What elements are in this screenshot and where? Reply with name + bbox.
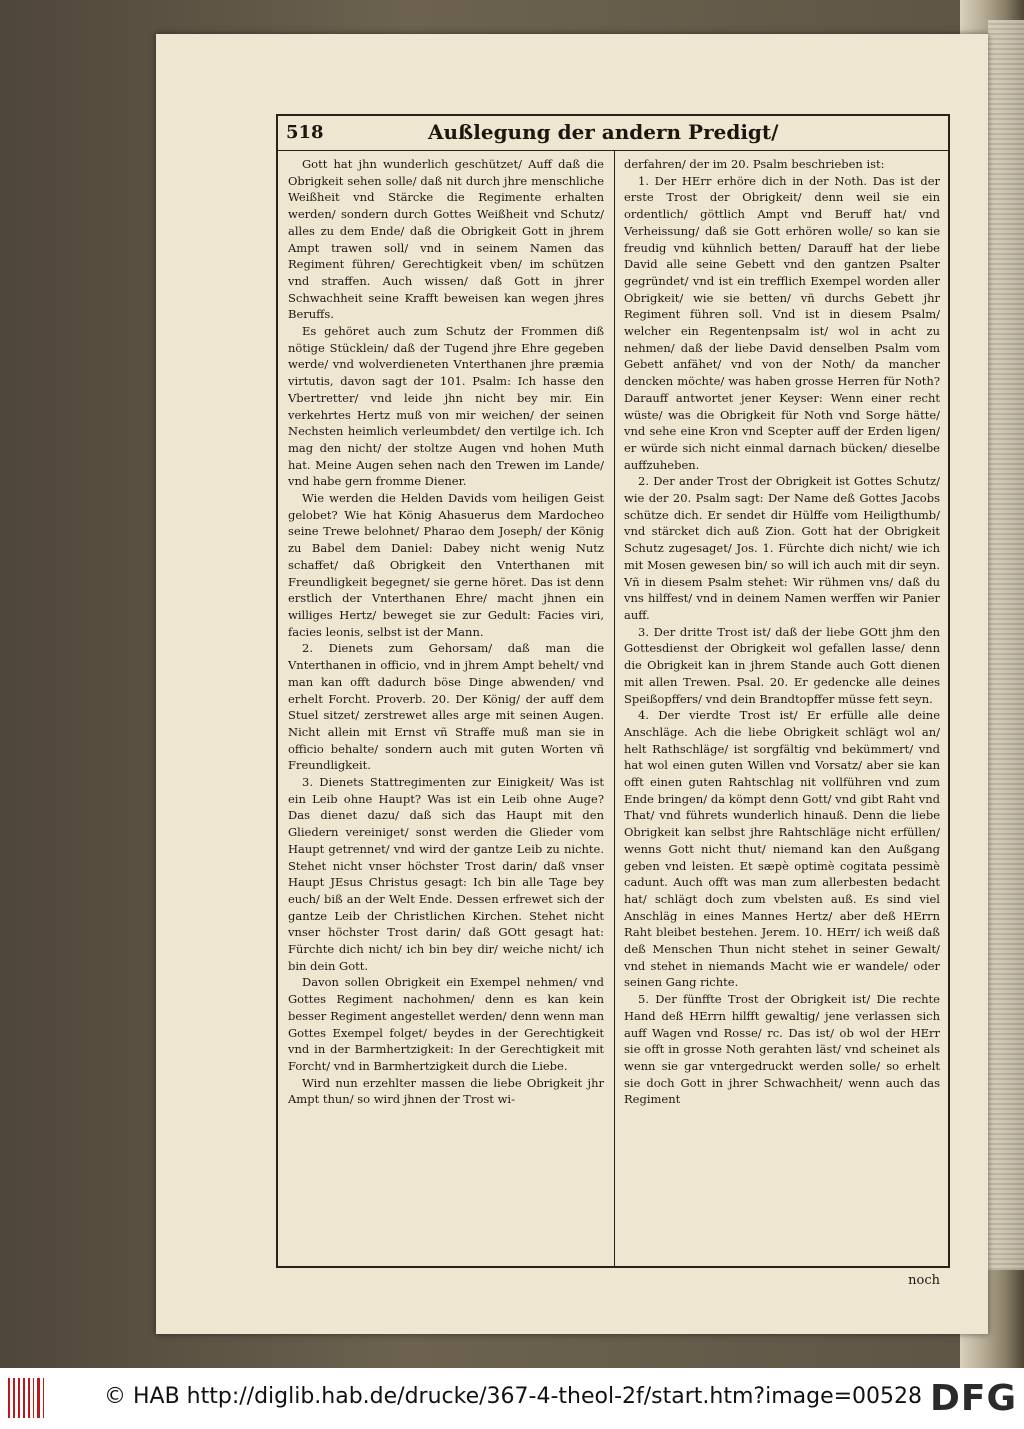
- column-rule: [614, 151, 615, 1266]
- header-rule: [278, 150, 948, 151]
- paragraph: 4. Der vierdte Trost ist/ Er erfülle alle deine Anschläge. Ach die liebe Obrigkeit schlägt wol an/ helt Rathschläge/ ist sorgfältig vnd bekümmert/ vnd hat wol einen guten Willen vnd Vorsatz/ aber sie kan offt einen guten Rahtschlag nit vollführen vnd zum Ende bringen/ da kömpt denn Gott/ vnd gibt Raht vnd That/ vnd führets wunderlich hinauß. Denn die liebe Obrigkeit kan selbst jhre Rahtschläge nicht erfüllen/ wenns Gott nicht thut/ niemand kan den Außgang geben vnd leisten. Et sæpè optimè cogitata pessimè cadunt. Auch offt was man zum allerbesten bedacht hat/ schlägt doch zum vbelsten auß. Es sind viel Anschläg in eines Mannes Hertz/ aber deß HErrn Raht bleibet bestehen. Jerem. 10. HErr/ ich weiß daß deß Menschen Thun nicht stehet in seiner Gewalt/ vnd stehet in niemands Macht wie er wandele/ oder seinen Gang richte.: [624, 708, 940, 990]
- paragraph: 5. Der fünffte Trost der Obrigkeit ist/ Die rechte Hand deß HErrn hilfft gewaltig/ jene verlassen sich auff Wagen vnd Rosse/ rc. Das ist/ ob wol der HErr sie offt in grosse Noth gerahten läst/ vnd scheinet als wenn sie gar vntergedruckt werden solle/ so erhelt sie doch Gott in jhrer Schwachheit/ wenn auch das Regiment: [624, 992, 940, 1107]
- paragraph: Es gehöret auch zum Schutz der Frommen diß nötige Stücklein/ daß der Tugend jhre Ehre gegeben werde/ vnd wolverdieneten Vnterthanen jhre præmia virtutis, davon sagt der 101. Psalm: Ich hasse den Vbertretter/ vnd leide jhn nicht bey mir. Ein verkehrtes Hertz muß von mir weichen/ der seinen Nechsten heimlich verleumbdet/ den vertilge ich. Ich mag den nicht/ der stoltze Augen vnd hohen Muth hat. Meine Augen sehen nach den Trewen im Lande/ vnd habe gern fromme Diener.: [288, 324, 604, 489]
- page-number: 518: [286, 122, 324, 143]
- right-column: [624, 156, 940, 1108]
- paragraph: 2. Der ander Trost der Obrigkeit ist Gottes Schutz/ wie der 20. Psalm sagt: Der Name deß Gottes Jacobs schütze dich. Er sendet dir Hülffe vom Heiligthumb/ vnd stärcket dich auß Zion. Gott hat der Obrigkeit Schutz zugesaget/ Jos. 1. Fürchte dich nicht/ wie ich mit Mosen gewesen bin/ so will ich auch mit dir seyn. Vñ in diesem Psalm stehet: Wir rühmen vns/ daß du vns hilffest/ vnd in deinem Namen werffen wir Panier auff.: [624, 474, 940, 622]
- paragraph: Davon sollen Obrigkeit ein Exempel nehmen/ vnd Gottes Regiment nachohmen/ denn es kan kein besser Regiment angestellet werden/ denn wenn man Gottes Exempel folget/ beydes in der Gerechtigkeit vnd in der Barmhertzigkeit: In der Gerechtigkeit mit Forcht/ vnd in Barmhertzigkeit durch die Liebe.: [288, 975, 604, 1073]
- book-page: [156, 34, 988, 1334]
- paragraph: 3. Der dritte Trost ist/ daß der liebe GOtt jhm den Gottesdienst der Obrigkeit wol gefallen lasse/ denn die Obrigkeit kan in jhrem Stande auch Gott dienen mit allen Trewen. Psal. 20. Er gedencke alle deines Speißopffers/ vnd dein Brandtopffer müsse fett seyn.: [624, 624, 940, 706]
- left-column: [288, 156, 604, 1108]
- text-frame: [276, 114, 950, 1288]
- footer-bar: [0, 1368, 1024, 1429]
- facing-page-edge: [988, 20, 1024, 1270]
- paragraph: Wird nun erzehlter massen die liebe Obrigkeit jhr Ampt thun/ so wird jhnen der Trost wi-: [288, 1075, 604, 1107]
- paragraph: 1. Der HErr erhöre dich in der Noth. Das ist der erste Trost der Obrigkeit/ denn weil sie ein ordentlich/ göttlich Ampt vnd Beruff hat/ vnd Verheissung/ daß sie Gott erhören wolle/ so kan sie freudig vnd kühnlich betten/ Darauff hat der liebe David alle seine Gebett vnd den gantzen Psalter gegründet/ vnd ist ein trefflich Exempel worden aller Obrigkeit/ wie sie betten/ vñ durchs Gebett jhr Regiment führen soll. Vnd ist in diesem Psalm/ welcher ein Regentenpsalm ist/ wol in acht zu nehmen/ daß der liebe David denselben Psalm vom Gebett anfähet/ vnd von der Noth/ da mancher dencken möchte/ was haben grosse Herren für Noth? Darauff antwortet jener Keyser: Wenn einer recht wüste/ was die Obrigkeit für Noth vnd Sorge hätte/ vnd sehe eine Kron vnd Scepter auff der Erden ligen/ er würde sich nicht einmal darnach bücken/ dieselbe auffzuheben.: [624, 173, 940, 472]
- copyright-url[interactable]: © HAB http://diglib.hab.de/drucke/367-4-theol-2f/start.htm?image=00528: [104, 1384, 923, 1409]
- paragraph: 2. Dienets zum Gehorsam/ daß man die Vnterthanen in officio, vnd in jhrem Ampt behelt/ vnd man kan offt dadurch böse Dinge abwenden/ vnd erhelt Forcht. Proverb. 20. Der König/ der auff dem Stuel sitzet/ zerstrewet alles arge mit seinen Augen. Nicht allein mit Ernst vñ Straffe muß man sie in officio behalte/ sondern auch mit guten Worten vñ Freundligkeit.: [288, 641, 604, 773]
- paragraph: 3. Dienets Stattregimenten zur Einigkeit/ Was ist ein Leib ohne Haupt? Was ist ein Leib ohne Auge? Das dienet dazu/ daß sich das Haupt mit den Gliedern vereiniget/ sonst werden die Glieder vom Haupt getrennet/ vnd wird der gantze Leib zu nichte. Stehet nicht vnser höchster Trost darin/ daß vnser Haupt JEsus Christus gesagt: Ich bin alle Tage bey euch/ biß an der Welt Ende. Dessen erfrewet sich der gantze Leib der Christlichen Kirchen. Stehet nicht vnser höchster Trost darin/ daß GOtt gesagt hat: Fürchte dich nicht/ ich bin bey dir/ weiche nicht/ ich bin dein Gott.: [288, 775, 604, 973]
- paragraph: Gott hat jhn wunderlich geschützet/ Auff daß die Obrigkeit sehen solle/ daß nit durch jhre menschliche Weißheit vnd Stärcke die Regimente erhalten werden/ sondern durch Gottes Weißheit vnd Schutz/ alles zu dem Ende/ daß die Obrigkeit Gott in jhrem Ampt trawen soll/ vnd in seinem Namen das Regiment führen/ Gerechtigkeit vben/ im schützen vnd straffen. Auch wissen/ daß Gott in jhrer Schwachheit seine Krafft beweisen kan wegen jhres Beruffs.: [288, 157, 604, 322]
- paragraph: Wie werden die Helden Davids vom heiligen Geist gelobet? Wie hat König Ahasuerus dem Mardocheo seine Trewe belohnet/ Pharao dem Joseph/ der König zu Babel dem Daniel: Dabey nicht wenig Nutz schaffet/ daß Obrigkeit den Vnterthanen mit Freundligkeit begegnet/ sie gerne höret. Das ist denn erstlich der Vnterthanen Ehre/ macht jhnen ein williges Hertz/ beweget sie zur Gedult: Facies viri, facies leonis, selbst ist der Mann.: [288, 491, 604, 639]
- running-head: Außlegung der andern Predigt/: [428, 120, 779, 144]
- paragraph: derfahren/ der im 20. Psalm beschrieben ist:: [624, 157, 885, 171]
- dfg-logo: DFG: [930, 1378, 1018, 1419]
- hab-logo-icon: [8, 1378, 44, 1418]
- catchword: noch: [908, 1273, 940, 1288]
